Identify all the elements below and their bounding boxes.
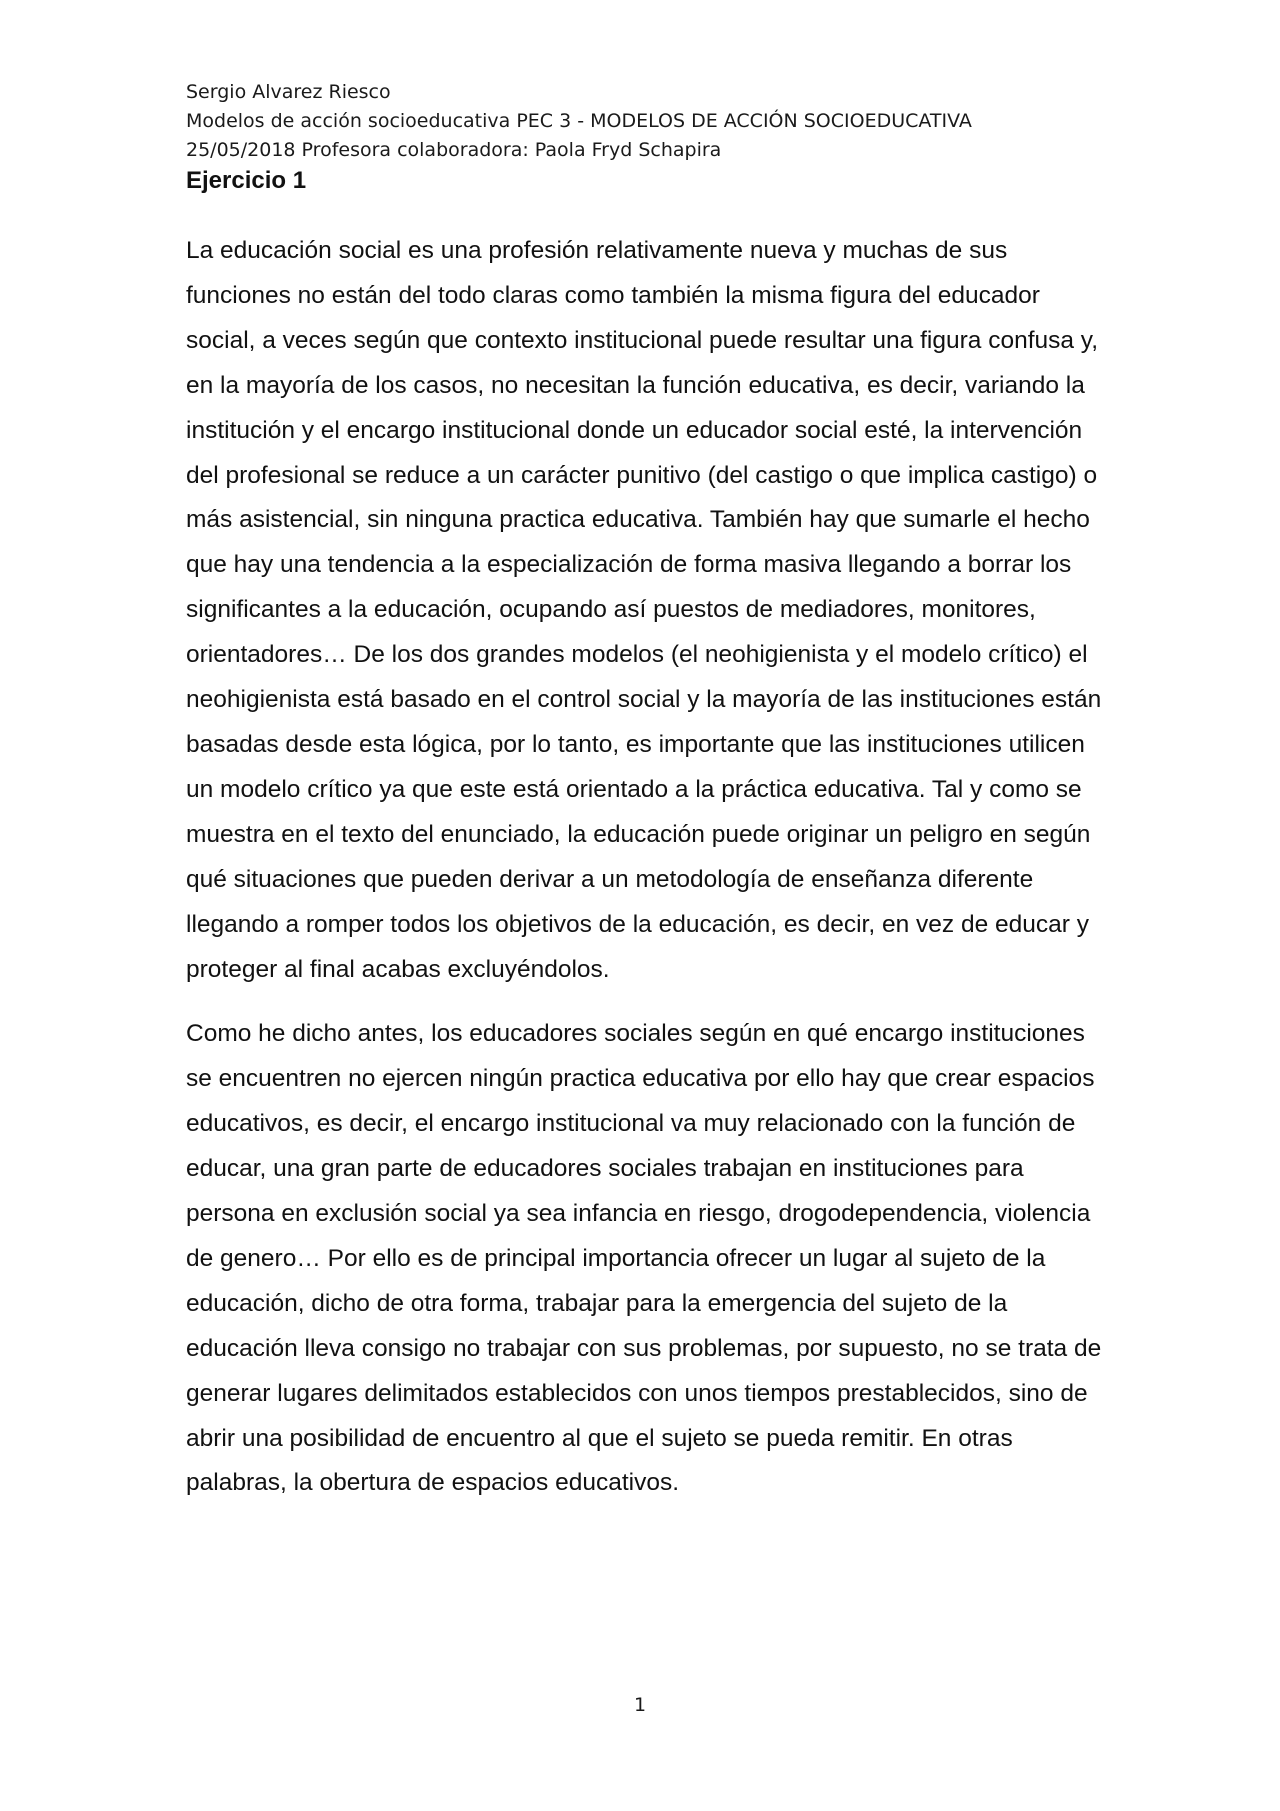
document-body — [186, 229, 1116, 1506]
body-paragraph-2: Como he dicho antes, los educadores sociales según en qué encargo instituciones se encuentren no ejercen ningún practica educativa por ello hay que crear espacios educativos, es decir, el encargo institucional va muy relacionado con la función de educar, una gran parte de educadores sociales trabajan en instituciones para persona en exclusión social ya sea infancia en riesgo, drogodependencia, violencia de genero… Por ello es de principal importancia ofrecer un lugar al sujeto de la educación, dicho de otra forma, trabajar para la emergencia del sujeto de la educación lleva consigo no trabajar con sus problemas, por supuesto, no se trata de generar lugares delimitados establecidos con unos tiempos prestablecidos, sino de abrir una posibilidad de encuentro al que el sujeto se pueda remitir. En otras palabras, la obertura de espacios educativos. — [186, 1020, 1102, 1497]
header-author: Sergio Alvarez Riesco — [186, 81, 391, 103]
section-title: Ejercicio 1 — [186, 167, 307, 194]
body-paragraph-1: La educación social es una profesión relativamente nueva y muchas de sus funciones no están del todo claras como también la misma figura del educador social, a veces según que contexto institucional puede resultar una figura confusa y, en la mayoría de los casos, no necesitan la función educativa, es decir, variando la institución y el encargo institucional donde un educador social esté, la intervención del profesional se reduce a un carácter punitivo (del castigo o que implica castigo) o más asistencial, sin ninguna practica educativa. También hay que sumarle el hecho que hay una tendencia a la especialización de forma masiva llegando a borrar los significantes a la educación, ocupando así puestos de mediadores, monitores, orientadores… De los dos grandes modelos (el neohigienista y el modelo crítico) el neohigienista está basado en el control social y la mayoría de las instituciones están basadas desde esta lógica, por lo tanto, es importante que las instituciones utilicen un modelo crítico ya que este está orientado a la práctica educativa. Tal y como se muestra en el texto del enunciado, la educación puede originar un peligro en según qué situaciones que pueden derivar a un metodología de enseñanza diferente llegando a romper todos los objetivos de la educación, es decir, en vez de educar y proteger al final acabas excluyéndolos. — [186, 237, 1102, 983]
document-header — [186, 78, 1106, 165]
header-date-teacher-line: 25/05/2018 Profesora colaboradora: Paola Fryd Schapira — [186, 139, 722, 161]
page-number: 1 — [633, 1694, 647, 1716]
header-course-line: Modelos de acción socioeducativa PEC 3 - MODELOS DE ACCIÓN SOCIOEDUCATIVA — [186, 110, 972, 132]
